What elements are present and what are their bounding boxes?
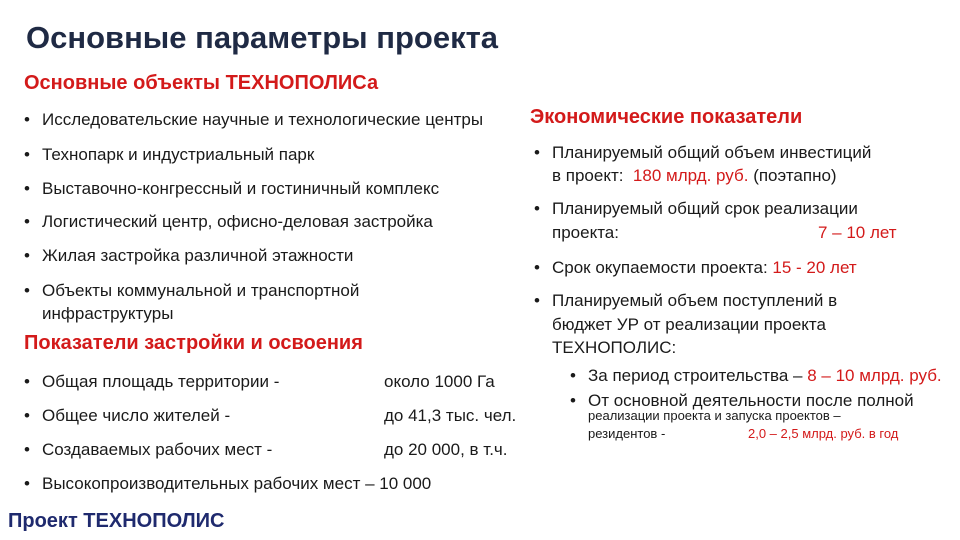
sub1-label: За период строительства – [588,366,808,385]
list-item: • Жилая застройка различной этажности [42,244,353,267]
investment-line2 [552,164,837,187]
footer-title: Проект ТЕХНОПОЛИС [8,510,225,532]
page-title: Основные параметры проекта [26,20,499,55]
budget-line3: ТЕХНОПОЛИС: [552,338,677,357]
row-value: до 41,3 тыс. чел. [384,406,517,425]
table-row: • Общая площадь территории - [42,370,279,393]
table-row: • Высокопроизводительных рабочих мест – 10 000 [42,472,431,495]
row-value: до 20 000, в т.ч. [384,440,508,459]
list-item: • От основной деятельности после полной [588,389,914,412]
list-item: • Планируемый объем поступлений в [552,289,837,312]
list-item: • Планируемый общий срок реализации [552,197,858,220]
objects-heading: Основные объекты ТЕХНОПОЛИСа [24,72,379,94]
investment-suffix: (поэтапно) [748,166,837,185]
list-item: • Объекты коммунальной и транспортной [42,279,359,302]
table-row: • Общее число жителей - [42,404,230,427]
term-label: проекта: [552,223,619,242]
row-value: около 1000 Га [384,372,495,391]
list-item: • Логистический центр, офисно-деловая застройка [42,210,433,233]
list-item: • Выставочно-конгрессный и гостиничный комплекс [42,177,439,200]
table-row: • Создаваемых рабочих мест - [42,438,272,461]
sub2-value: 2,0 – 2,5 млрд. руб. в год [748,426,899,441]
investment-value: 180 млрд. руб. [632,166,749,185]
payback-label: Срок окупаемости проекта: [552,258,773,277]
sub2-line2: реализации проекта и запуска проектов – [588,408,841,423]
sub1-value: 8 – 10 млрд. руб. [807,366,942,385]
list-item-continuation: инфраструктуры [42,304,174,323]
economic-heading: Экономические показатели [530,106,803,128]
sub2-label: резидентов - [588,426,666,441]
list-item [552,256,857,279]
list-item: • Исследовательские научные и технологические центры [42,108,483,131]
budget-line2: бюджет УР от реализации проекта [552,315,826,334]
term-value: 7 – 10 лет [818,223,897,242]
construction-heading: Показатели застройки и освоения [24,332,363,354]
payback-value: 15 - 20 лет [772,258,857,277]
list-item: • Технопарк и индустриальный парк [42,143,314,166]
list-item [588,364,942,387]
list-item: • Планируемый общий объем инвестиций [552,141,871,164]
investment-label: в проект: [552,166,629,185]
